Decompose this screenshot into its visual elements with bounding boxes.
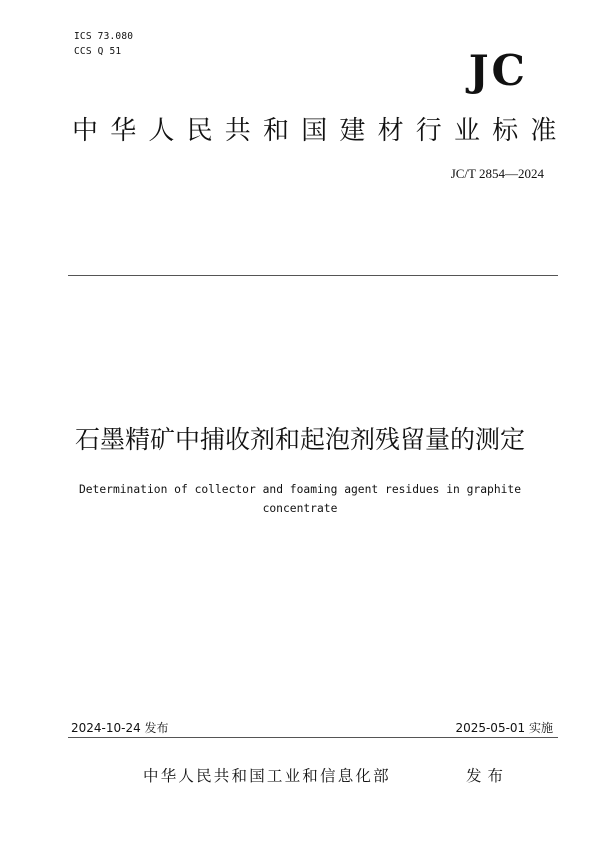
issue-action-label: 发布 <box>466 767 510 785</box>
standard-number: JC/T 2854—2024 <box>450 166 544 181</box>
document-title-en: Determination of collector and foaming agent residues in graphite concentrate <box>78 483 522 515</box>
issuing-authority: 中华人民共和国工业和信息化部 <box>143 767 391 785</box>
implementation-date: 2025-05-01 实施 <box>455 721 553 735</box>
issue-date: 2024-10-24 发布 <box>71 721 169 735</box>
standard-category-title: 中华人民共和国建材行业标准 <box>72 116 569 146</box>
bottom-divider <box>68 737 558 738</box>
ics-code: ICS 73.080 <box>74 31 134 42</box>
document-title-zh: 石墨精矿中捕收剂和起泡剂残留量的测定 <box>74 425 525 454</box>
jc-logo: JC <box>468 46 528 95</box>
top-divider <box>68 275 558 276</box>
ccs-code: CCS Q 51 <box>74 46 122 57</box>
